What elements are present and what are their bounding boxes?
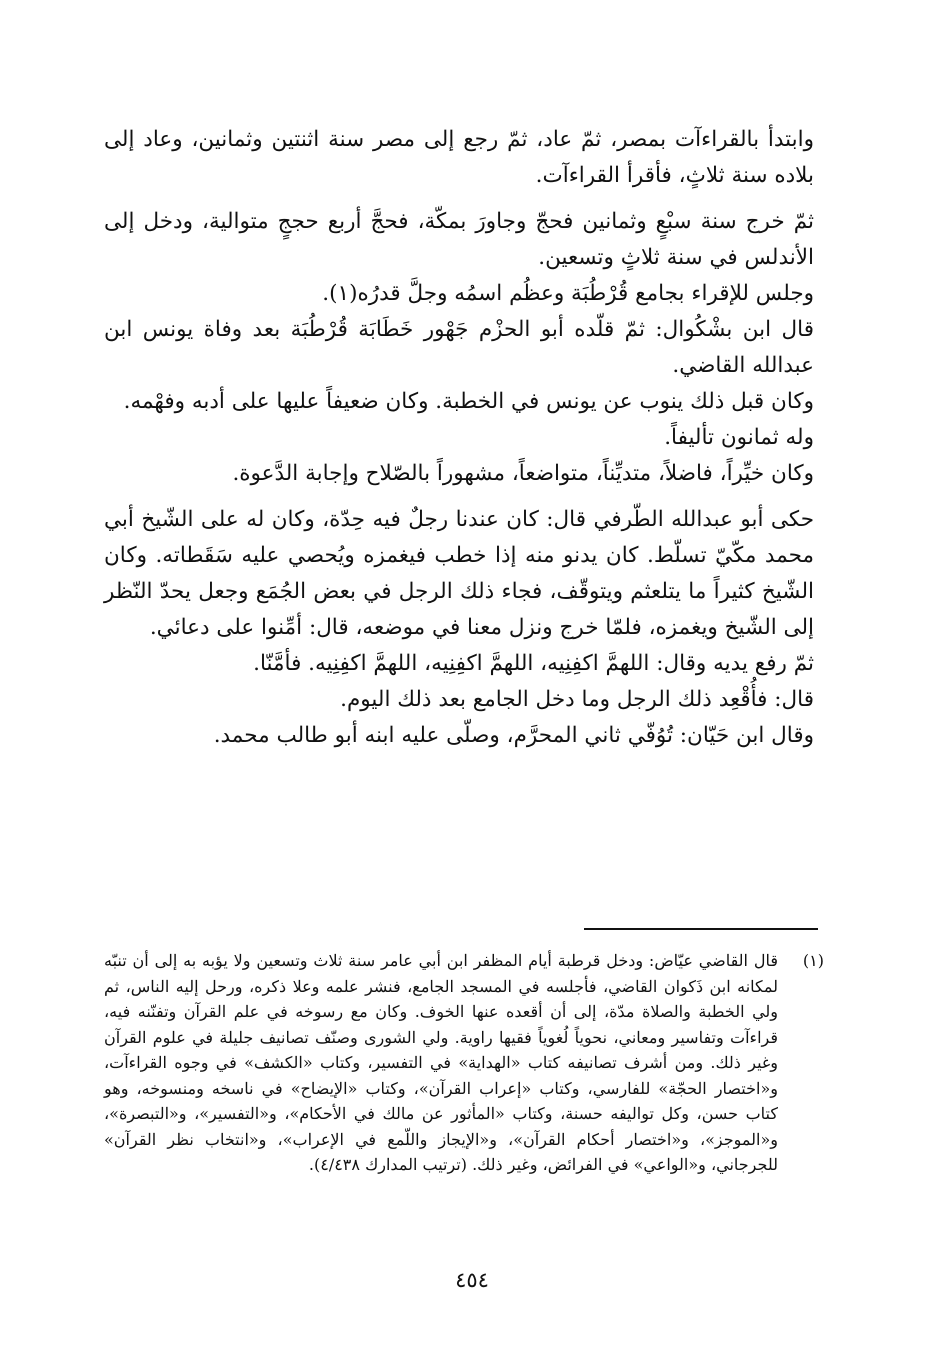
footnote-number: (١) — [802, 951, 824, 970]
paragraph: قال ابن بشْكُوال: ثمّ قلّده أبو الحزْم جَهْور خَطَابَة قُرْطُبَة بعد وفاة يونس ابن عبدالله القاضي. — [104, 317, 814, 378]
paragraph: وكان قبل ذلك ينوب عن يونس في الخطبة. وكان ضعيفاً عليها على أدبه وفهْمه. — [123, 389, 814, 414]
paragraph: وابتدأ بالقراءآت بمصر، ثمّ عاد، ثمّ رجع إلى مصر سنة اثنتين وثمانين، وعاد إلى بلاده سنة ثلاثٍ، فأقرأ القراءآت. — [104, 127, 814, 188]
main-text — [104, 122, 814, 754]
footnote-text: قال القاضي عيّاض: ودخل قرطبة أيام المظفر ابن أبي عامر سنة ثلاث وتسعين ولا يؤبه به إلى أن تنبّه لمكانه ابن ذَكوان القاضي، فأجلسه في المسجد الجامع، فنشر علمه وعلا ذكره، ورحل إليه الناس، ثم ولي الخطبة والصلاة مدّة، إلى أن أقعده عنها الخوف. وكان مع رسوخه في علم القرآن وتفنّنه فيه، قراءآت وتفاسير ومعاني، نحوياً لُغوياً فقيها راوية. ولي الشورى وصنّف تصانيف جليلة في علوم القرآن وغير ذلك. ومن أشرف تصانيفه كتاب «الهداية» في التفسير، وكتاب «الكشف» في وجوه القراءآت، و«اختصار الحجّة» للفارسي، وكتاب «إعراب القرآن»، وكتاب «الإيضاح» في ناسخه ومنسوخه، وهو كتاب حسن، وكل تواليفه حسنة، وكتاب «المأثور عن مالك في الأحكام»، و«التفسير»، و«التبصرة»، و«الموجز»، و«اختصار أحكام القرآن»، و«الإيجاز واللّمع في الإعراب»، و«انتخاب نظر القرآن» للجرجاني، و«الواعي» في الفرائض، وغير ذلك. (ترتيب المدارك ٤/٤٣٨). — [104, 951, 779, 1174]
paragraph: وكان خيِّراً، فاضلاً، متديِّناً، متواضعاً، مشهوراً بالصّلاح وإجابة الدَّعوة. — [232, 461, 814, 486]
paragraph: وجلس للإقراء بجامع قُرْطُبَة وعظُم اسمُه وجلَّ قدرُه(١). — [322, 281, 814, 306]
footnote — [104, 948, 824, 1178]
paragraph: قال: فأُقْعِد ذلك الرجل وما دخل الجامع بعد ذلك اليوم. — [340, 687, 814, 712]
paragraph: ثمّ رفع يديه وقال: اللهمَّ اكفِنِيه، اللهمَّ اكفِنِيه، اللهمَّ اكفِنِيه. فأمَّنّا. — [253, 651, 814, 676]
footnote-separator — [584, 928, 818, 930]
page-number: ٤٥٤ — [455, 1268, 489, 1292]
paragraph: حكى أبو عبدالله الطّرفي قال: كان عندنا رجلٌ فيه حِدّة، وكان له على الشّيخ أبي محمد مكّيّ تسلّط. كان يدنو منه إذا خطب فيغمزه ويُحصي عليه سَقَطاته. وكان الشّيخ كثيراً ما يتلعثم ويتوقّف، فجاء ذلك الرجل في بعض الجُمَع وجعل يحدّ النّظر إلى الشّيخ ويغمزه، فلمّا خرج ونزل معنا في موضعه، قال: أمِّنوا على دعائي. — [104, 507, 814, 640]
paragraph: ثمّ خرج سنة سبْعٍ وثمانين فحجّ وجاورَ بمكّة، فحجَّ أربع حججٍ متوالية، ودخل إلى الأندلس في سنة ثلاثٍ وتسعين. — [104, 209, 814, 270]
paragraph: وقال ابن حَيّان: تُوُفّي ثاني المحرَّم، وصلّى عليه ابنه أبو طالب محمد. — [213, 723, 814, 748]
paragraph: وله ثمانون تأليفاً. — [664, 425, 814, 450]
